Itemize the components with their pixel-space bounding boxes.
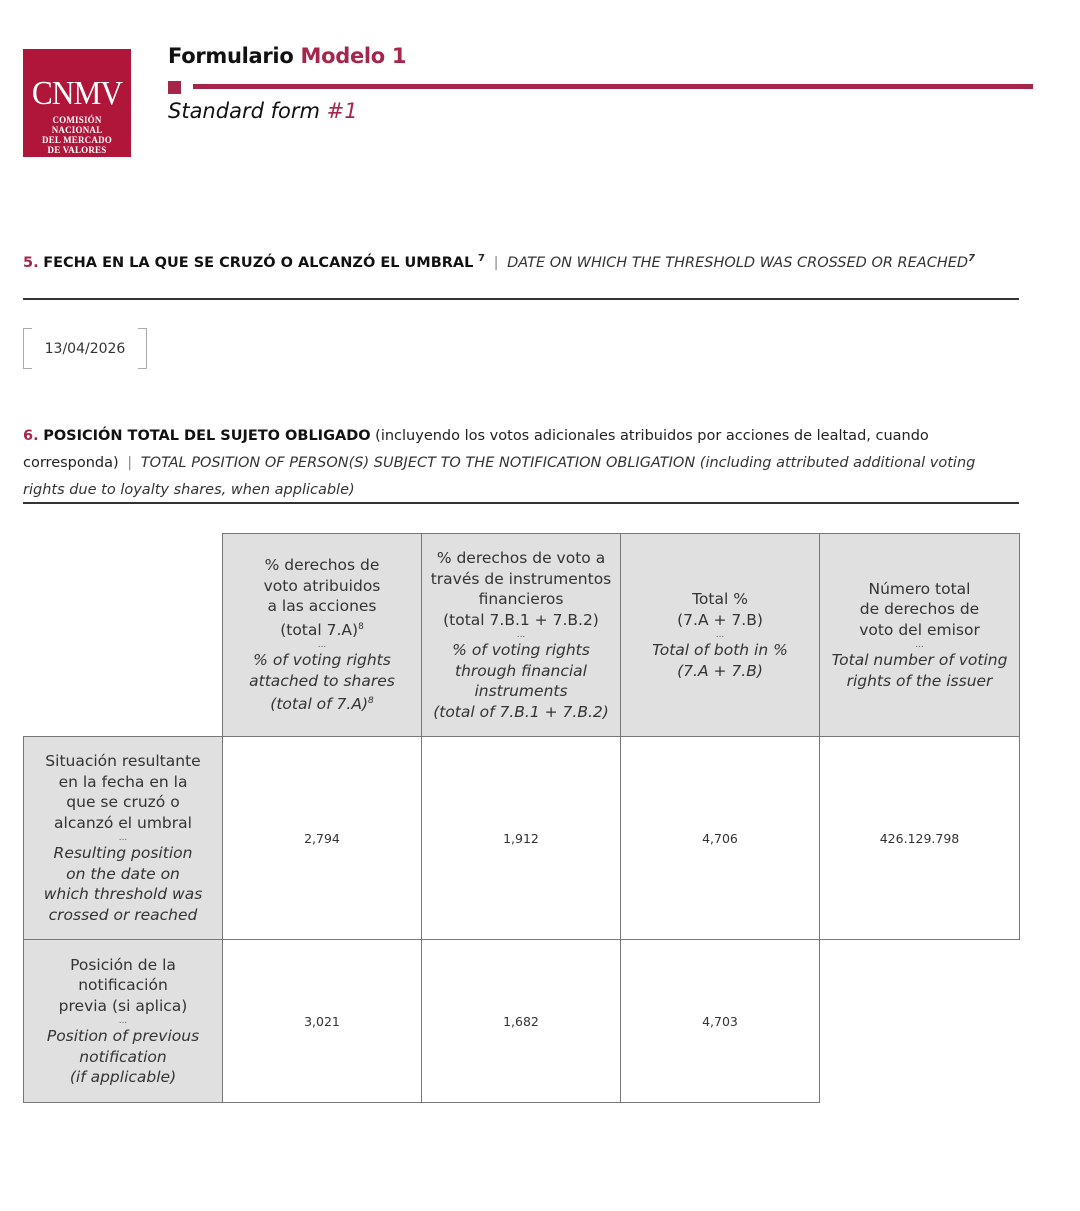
header-text-en: % of voting rights bbox=[253, 651, 391, 670]
footnote-ref: 8 bbox=[358, 621, 364, 632]
separator: | bbox=[127, 455, 133, 471]
header-text-es: a las acciones bbox=[267, 597, 377, 616]
section-number: 5. bbox=[23, 254, 39, 271]
header-text-en: (7.A + 7.B) bbox=[677, 661, 763, 680]
row-header-resulting-position bbox=[23, 736, 223, 940]
row-text-en: Position of previous bbox=[46, 1027, 200, 1045]
value-cell-instruments-current: 1,912 bbox=[421, 736, 621, 940]
row-text-es: Posición de la bbox=[70, 955, 176, 974]
page-title bbox=[168, 44, 406, 68]
footnote-ref: 8 bbox=[368, 696, 374, 707]
threshold-date-value: 13/04/2026 bbox=[44, 340, 126, 357]
row-text-es: Situación resultante bbox=[45, 752, 201, 770]
section-5-heading bbox=[23, 245, 1019, 300]
row-text-en: crossed or reached bbox=[48, 905, 198, 924]
header-text-en: Total number of voting bbox=[831, 651, 1008, 670]
section-title-en: DATE ON WHICH THE THRESHOLD WAS CROSSED OR REACHED bbox=[507, 254, 969, 271]
logo-line: COMISIÓN bbox=[52, 115, 102, 125]
separator-dots: ... bbox=[118, 833, 128, 843]
separator-dots: ... bbox=[516, 630, 526, 640]
row-text-es: alcanzó el umbral bbox=[54, 813, 192, 832]
header-text-es: % derechos de voto a bbox=[436, 549, 606, 567]
header-text-en: Total of both in % bbox=[652, 641, 788, 659]
separator-dots: ... bbox=[915, 640, 924, 651]
header-text-en: attached to shares bbox=[249, 671, 395, 690]
page-subtitle bbox=[168, 99, 358, 123]
section-6-heading bbox=[23, 423, 1019, 504]
header-text-es: voto del emisor bbox=[859, 620, 980, 639]
header-text-en: (total of 7.B.1 + 7.B.2) bbox=[433, 702, 609, 721]
header-text-es: (total 7.B.1 + 7.B.2) bbox=[443, 610, 599, 629]
section-title-es: FECHA EN LA QUE SE CRUZÓ O ALCANZÓ EL UMBRAL bbox=[43, 254, 474, 271]
row-text-es: previa (si aplica) bbox=[58, 996, 188, 1015]
section-title-es: POSICIÓN TOTAL DEL SUJETO OBLIGADO bbox=[43, 428, 371, 444]
header-text-es: de derechos de bbox=[859, 600, 980, 619]
header-text-en: (total of 7.A) bbox=[270, 695, 368, 714]
header-text-es: Total % bbox=[692, 590, 748, 608]
row-text-es: notificación bbox=[78, 976, 168, 994]
separator-dots: ... bbox=[715, 630, 725, 640]
header-text-es: financieros bbox=[478, 590, 564, 608]
header-text-es: través de instrumentos bbox=[430, 569, 612, 588]
logo-line: NACIONAL bbox=[51, 125, 103, 135]
column-header-total-percent bbox=[620, 533, 820, 737]
threshold-date-field[interactable] bbox=[23, 328, 147, 369]
value-cell-total-current: 4,706 bbox=[620, 736, 820, 940]
column-header-total-voting-rights bbox=[819, 533, 1020, 737]
title-rule-divider bbox=[193, 84, 1033, 89]
header-text-es: (7.A + 7.B) bbox=[677, 610, 763, 629]
section-number: 6. bbox=[23, 428, 39, 444]
header-text-en: through financial bbox=[455, 661, 587, 680]
row-header-previous-notification bbox=[23, 939, 223, 1103]
footnote-ref: 7 bbox=[478, 253, 485, 264]
row-text-en: on the date on bbox=[66, 864, 180, 883]
title-square-decoration bbox=[168, 81, 181, 94]
row-text-es: que se cruzó o bbox=[66, 793, 180, 811]
row-text-en: which threshold was bbox=[43, 885, 203, 903]
value-cell-shares-current: 2,794 bbox=[222, 736, 422, 940]
row-text-en: (if applicable) bbox=[69, 1068, 177, 1086]
title-accent: Modelo 1 bbox=[300, 44, 407, 68]
header-text-es: voto atribuidos bbox=[263, 576, 381, 595]
cnmv-logo bbox=[23, 49, 131, 157]
section-title-en: TOTAL POSITION OF PERSON(S) SUBJECT TO THE NOTIFICATION OBLIGATION (including attributed additional voting rights due to loyalty shares, when applicable) bbox=[23, 455, 976, 498]
row-text-es: en la fecha en la bbox=[58, 772, 188, 791]
header-text-en: % of voting rights bbox=[452, 641, 590, 659]
logo-line: DEL MERCADO bbox=[42, 135, 112, 145]
subtitle-accent: #1 bbox=[326, 99, 358, 123]
logo-subtitle bbox=[42, 115, 112, 155]
subtitle-prefix: Standard form bbox=[168, 99, 320, 123]
value-cell-total-previous: 4,703 bbox=[620, 939, 820, 1103]
row-text-en: Resulting position bbox=[53, 844, 193, 862]
value-cell-issuer-voting-rights: 426.129.798 bbox=[819, 736, 1020, 940]
logo-mark: CNMV bbox=[31, 75, 123, 112]
separator: | bbox=[493, 254, 499, 271]
separator-dots: ... bbox=[317, 640, 327, 651]
separator-dots: ... bbox=[118, 1016, 128, 1026]
header-text-es: Número total bbox=[868, 579, 971, 598]
column-header-instruments bbox=[421, 533, 621, 737]
value-cell-shares-previous: 3,021 bbox=[222, 939, 422, 1103]
column-header-shares bbox=[222, 533, 422, 737]
section-title-es-note: (incluyendo los votos adicionales atribuidos por acciones de lealtad, cuando corresponda) bbox=[23, 428, 929, 471]
header-text-en bbox=[270, 691, 373, 715]
header-text-en: instruments bbox=[474, 682, 568, 700]
header-text-es: (total 7.A) bbox=[280, 620, 359, 639]
title-prefix: Formulario bbox=[168, 44, 294, 68]
field-bracket-left bbox=[23, 328, 32, 369]
row-text-en: notification bbox=[79, 1047, 167, 1066]
field-bracket-right bbox=[138, 328, 147, 369]
header-text-en: rights of the issuer bbox=[846, 671, 993, 690]
header-text-es bbox=[280, 617, 364, 641]
logo-line: DE VALORES bbox=[47, 145, 107, 155]
footnote-ref: 7 bbox=[968, 253, 976, 264]
value-cell-instruments-previous: 1,682 bbox=[421, 939, 621, 1103]
header-text-es: % derechos de bbox=[264, 556, 380, 575]
